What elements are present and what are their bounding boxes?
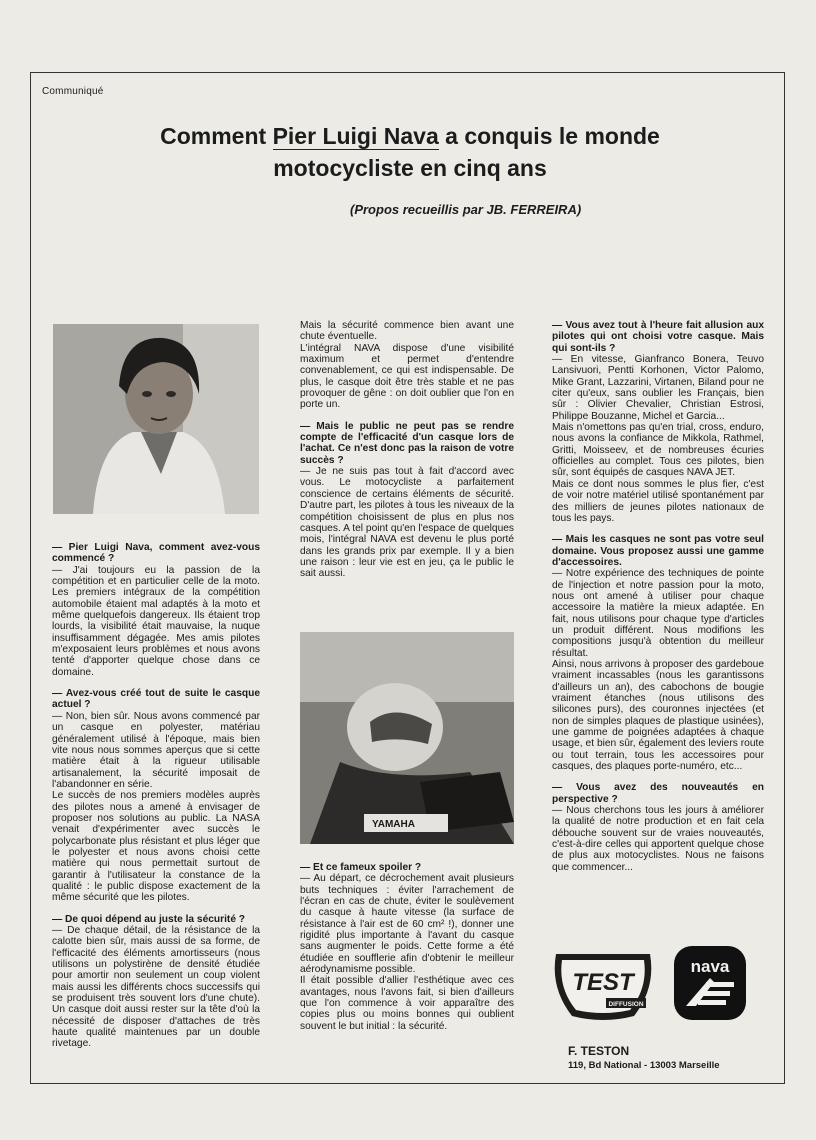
test-diffusion-logo	[548, 944, 658, 1029]
test-logo-word: TEST	[572, 969, 634, 996]
answer-1: — J'ai toujours eu la passion de la compétition et en particulier celle de la moto. Les premiers intégraux de la compétition automobile étaient mal adaptés à la moto et même quelquefois dangereux. Ils étaient trop lourds, la visibilité était mauvaise, la nuque insuffisamment dégagée. Mes amis pilotes m'exposaient leurs problèmes et nous avons tenté d'apporter quelque chose dans ce domaine.	[52, 564, 260, 678]
contact-block	[568, 1044, 720, 1071]
headline	[60, 120, 760, 184]
answer-5: — Au départ, ce décrochement avait plusieurs buts techniques : éviter l'arrachement de l'écran en cas de chute, éviter le soulèvement du casque à haute vitesse (la surface de résistance à l'air est de 60 cm² !), donner une rigidité plus importante à l'avant du casque sans augmenter le poids. Cette forme a été étudiée en soufflerie afin d'obtenir le meilleur aérodynamisme possible.	[300, 873, 514, 976]
answer-8: — Nous cherchons tous les jours à améliorer la qualité de notre production et en fait cela débouche souvent sur de vraies nouveautés, c'est-à-dire celles qui apportent quelque chose de plus aux motocyclistes. Nous ne faisons que commencer...	[552, 805, 764, 873]
answer-5-cont: Il était possible d'allier l'esthétique avec ces avantages, nous l'avons fait, si bien d'ailleurs que l'on commence à voir apparaître des copies plus ou moins bonnes qui oublient souvent le but initial : la sécurité.	[300, 975, 514, 1032]
column-2-lower	[300, 862, 514, 1032]
portrait-photo	[53, 324, 259, 514]
question-6: — Vous avez tout à l'heure fait allusion aux pilotes qui ont choisi votre casque. Mais qui sont-ils ?	[552, 320, 764, 354]
question-3: — De quoi dépend au juste la sécurité ?	[52, 913, 246, 925]
nava-logo	[672, 944, 748, 1029]
question-8: — Vous avez des nouveautés en perspective ?	[552, 782, 764, 805]
byline: (Propos recueillis par JB. FERREIRA)	[350, 202, 582, 217]
headline-line2: motocycliste en cinq ans	[273, 155, 547, 181]
question-1: — Pier Luigi Nava, comment avez-vous commencé ?	[52, 542, 260, 565]
question-4: — Mais le public ne peut pas se rendre compte de l'efficacité d'un casque lors de l'achat. Ce n'est donc pas la raison de votre succès ?	[300, 420, 514, 466]
contact-address: 119, Bd National - 13003 Marseille	[568, 1060, 720, 1071]
answer-6: — En vitesse, Gianfranco Bonera, Teuvo Lansivuori, Pentti Korhonen, Victor Palomo, Mike Grant, Lazzarini, Virtanen, Biland pour ne citer qu'eux, sans oublier les Français, bien sûr : Olivier Chevalier, Christian Estrosi, Philippe Bouzanne, Michel et Garcia...	[552, 354, 764, 422]
question-5: — Et ce fameux spoiler ?	[300, 862, 422, 873]
answer-3: — De chaque détail, de la résistance de la calotte bien sûr, mais aussi de sa forme, de l'efficacité des éléments amortisseurs (nous utilisons un polystirène de densité étudiée pour amortir non seulement un coup violent mais aussi les différents chocs successifs qui se produisent très souvent lors d'une chute). Un casque doit aussi rester sur la tête d'où la nécessité de disposer d'attaches de très haute qualité maintenues par un double rivetage.	[52, 925, 260, 1050]
paragraph-safety: Mais la sécurité commence bien avant une chute éventuelle.	[300, 320, 514, 343]
answer-2-cont: Le succès de nos premiers modèles auprès des pilotes nous a amené à envisager de proposer nos solutions au public. La NASA venait d'expérimenter avec succès le polycarbonate plus résistant et plus léger que le polyester et nous avons choisi cette matière qui nous permettait surtout de garantir à l'utilisateur la constance de la qualité : le public dispose exactement de la même sécurité que les pilotes.	[52, 790, 260, 904]
column-3	[552, 320, 764, 873]
paragraph-visibility: L'intégral NAVA dispose d'une visibilité maximum et permet d'entendre convenablement, ce qui est indispensable. De plus, le casque doit être très stable et ne pas provoquer de gêne : on doit oublier que l'on en porte un.	[300, 342, 514, 411]
column-2	[300, 320, 514, 580]
nava-logo-word: nava	[690, 957, 730, 976]
answer-7-cont: Ainsi, nous arrivons à proposer des gardeboue vraiment incassables (nous les garantissons d'ailleurs un an), des cabochons de bougie vraiment étanches (nous utilisons des silicones purs), des couronnes injectées (et non de simples plaques de plastique usinées), une gamme de poignées adaptées à chaque usage, et bien sûr, également des leviers route ou tout terrain, tous les accessoires pour casques, des plaques porte-numéro, etc...	[552, 658, 764, 773]
headline-pre: Comment	[160, 123, 273, 149]
answer-6-cont: Mais n'omettons pas qu'en trial, cross, enduro, nous avons la confiance de Mikkola, Rathmel, Gritti, Moisseev, et de nombreuses écuries officielles au complet. Tous ces pilotes, bien sûr, sont équipés de casques NAVA JET.	[552, 422, 764, 479]
answer-6-end: Mais ce dont nous sommes le plus fier, c'est de voir notre matériel utilisé spontanément par des milliers de jeunes pilotes nationaux de tous les pays.	[552, 478, 764, 524]
racing-photo	[300, 632, 514, 844]
headline-name: Pier Luigi Nava	[272, 123, 439, 149]
photo-yamaha-label: YAMAHA	[372, 819, 415, 830]
headline-post: a conquis le monde	[438, 123, 660, 149]
column-1	[52, 542, 260, 1050]
answer-4: — Je ne suis pas tout à fait d'accord avec vous. Le motocycliste a parfaitement conscience de certains éléments de sécurité. D'autre part, les pilotes à tous les niveaux de la compétition choisissent de plus en plus nos casques. A tel point qu'en l'espace de quelques mois, l'intégral NAVA est devenu le plus porté dans les grands prix par exemple. Il y a bien une raison : leur vie est en jeu, ça le public le sait aussi.	[300, 466, 514, 580]
test-logo-diffusion: DIFFUSION	[608, 1001, 644, 1008]
contact-name: F. TESTON	[568, 1044, 630, 1058]
headline-line1	[60, 120, 760, 152]
question-2: — Avez-vous créé tout de suite le casque actuel ?	[52, 688, 260, 711]
answer-2: — Non, bien sûr. Nous avons commencé par un casque en polyester, matériau généralement utilisé à l'époque, mais bien vite nous nous sommes aperçus que si cette matière était à la rigueur utilisable artisanalement, la sécurité imposait de l'abandonner en série.	[52, 710, 260, 790]
answer-7: — Notre expérience des techniques de pointe de l'injection et notre passion pour la moto, nous ont amené à utiliser pour chaque accessoire la matière la mieux adaptée. En fait, nous utilisons pour chaque type d'articles un produit différent. Nous modifions les compositions jusqu'à obtention du meilleur résultat.	[552, 568, 764, 659]
question-7: — Mais les casques ne sont pas votre seul domaine. Vous proposez aussi une gamme d'accessoires.	[552, 534, 764, 568]
section-label: Communiqué	[42, 86, 104, 97]
